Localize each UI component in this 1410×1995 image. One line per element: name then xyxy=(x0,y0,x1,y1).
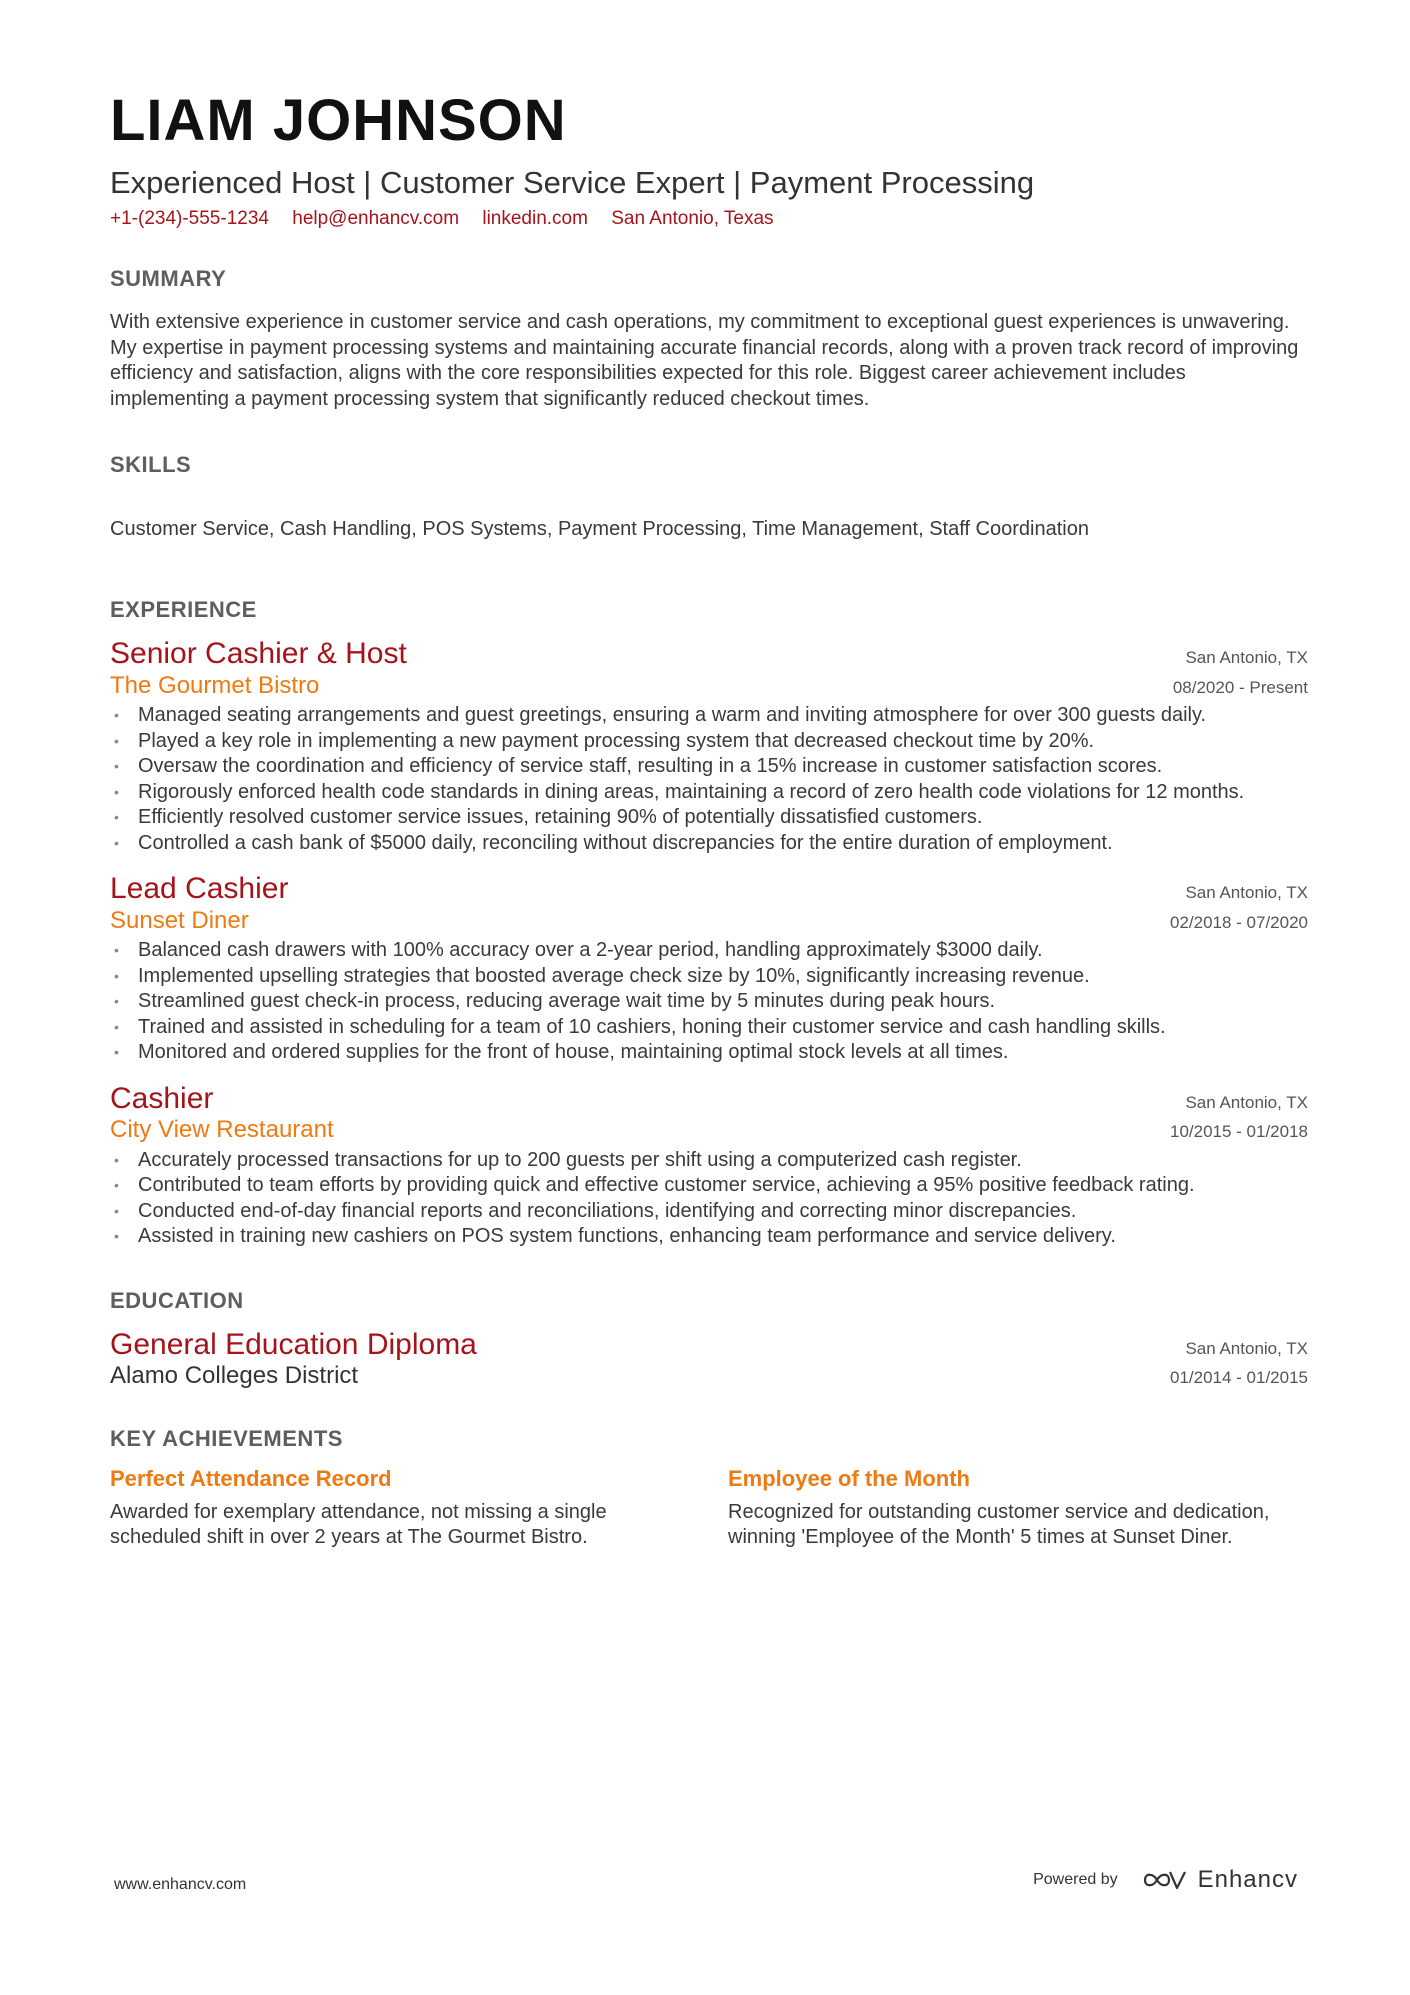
achievements-section xyxy=(110,1426,1308,1551)
job-bullet xyxy=(110,964,1308,990)
bullet-text: Managed seating arrangements and guest greetings, ensuring a warm and inviting atmosphere for over 300 guests daily. xyxy=(138,704,1207,727)
experience-section xyxy=(110,597,1308,1250)
bullet-icon: • xyxy=(114,834,119,851)
skills-section xyxy=(110,452,1308,541)
job-bullet xyxy=(110,780,1308,806)
candidate-name: LIAM JOHNSON xyxy=(110,88,567,153)
experience-entry xyxy=(110,637,1308,856)
achievement-item xyxy=(728,1466,1308,1551)
job-bullet xyxy=(110,1040,1308,1066)
resume-content xyxy=(110,88,1308,1551)
job-row-top xyxy=(110,1082,1308,1117)
education-entry xyxy=(110,1328,1308,1390)
job-bullets xyxy=(110,1148,1308,1250)
education-school: Alamo Colleges District xyxy=(110,1362,359,1390)
achievement-description: Awarded for exemplary attendance, not missing a single scheduled shift in over 2 years at The Gourmet Bistro. xyxy=(110,1500,607,1549)
job-bullet xyxy=(110,1173,1308,1199)
candidate-headline: Experienced Host | Customer Service Expert | Payment Processing xyxy=(110,165,1035,200)
education-row-top xyxy=(110,1328,1308,1363)
bullet-text: Rigorously enforced health code standards in dining areas, maintaining a record of zero health code violations for 12 months. xyxy=(138,780,1245,803)
education-row-bottom xyxy=(110,1362,1308,1390)
job-title: Senior Cashier & Host xyxy=(110,637,407,671)
job-location: San Antonio, TX xyxy=(1185,1092,1308,1112)
job-bullet xyxy=(110,831,1308,857)
skills-list: Customer Service, Cash Handling, POS Systems, Payment Processing, Time Management, Staff Coordination xyxy=(110,518,1089,541)
footer-website[interactable]: www.enhancv.com xyxy=(114,1876,247,1893)
job-company: City View Restaurant xyxy=(110,1116,334,1144)
education-dates: 01/2014 - 01/2015 xyxy=(1169,1368,1308,1388)
bullet-text: Accurately processed transactions for up to 200 guests per shift using a computerized cash register. xyxy=(138,1148,1022,1171)
job-bullet xyxy=(110,1224,1308,1250)
bullet-icon: • xyxy=(114,1151,119,1168)
bullet-text: Contributed to team efforts by providing quick and effective customer service, achieving a 95% positive feedback rating. xyxy=(138,1174,1195,1197)
job-bullet xyxy=(110,1148,1308,1174)
job-row-bottom xyxy=(110,907,1308,935)
bullet-text: Implemented upselling strategies that boosted average check size by 10%, significantly increasing revenue. xyxy=(138,964,1090,987)
job-bullet xyxy=(110,1015,1308,1041)
achievements-heading: KEY ACHIEVEMENTS xyxy=(110,1425,343,1451)
experience-heading: EXPERIENCE xyxy=(110,597,257,623)
job-bullet xyxy=(110,938,1308,964)
job-bullet xyxy=(110,703,1308,729)
job-row-top xyxy=(110,637,1308,672)
job-dates: 10/2015 - 01/2018 xyxy=(1169,1122,1308,1142)
achievement-title: Perfect Attendance Record xyxy=(110,1465,392,1491)
bullet-icon: • xyxy=(114,758,119,775)
enhancv-logo-icon xyxy=(1142,1868,1188,1892)
job-bullet xyxy=(110,1199,1308,1225)
job-title: Cashier xyxy=(110,1081,214,1115)
bullet-icon: • xyxy=(114,1202,119,1219)
bullet-icon: • xyxy=(114,967,119,984)
contact-email[interactable]: help@enhancv.com xyxy=(292,208,460,230)
bullet-text: Controlled a cash bank of $5000 daily, reconciling without discrepancies for the entire duration of employment. xyxy=(138,831,1113,854)
education-location: San Antonio, TX xyxy=(1185,1338,1308,1358)
brand-name: Enhancv xyxy=(1197,1866,1298,1893)
achievement-description: Recognized for outstanding customer service and dedication, winning 'Employee of the Month' 5 times at Sunset Diner. xyxy=(728,1500,1270,1549)
bullet-text: Streamlined guest check-in process, reducing average wait time by 5 minutes during peak hours. xyxy=(138,990,996,1013)
summary-heading: SUMMARY xyxy=(110,266,227,292)
summary-section xyxy=(110,266,1308,412)
bullet-icon: • xyxy=(114,732,119,749)
job-title: Lead Cashier xyxy=(110,872,289,906)
job-bullet xyxy=(110,754,1308,780)
experience-list xyxy=(110,637,1308,1250)
education-section xyxy=(110,1288,1308,1390)
job-location: San Antonio, TX xyxy=(1185,883,1308,903)
job-bullet xyxy=(110,729,1308,755)
contact-info xyxy=(110,208,1308,230)
contact-linkedin[interactable]: linkedin.com xyxy=(482,208,588,230)
job-company: The Gourmet Bistro xyxy=(110,671,320,699)
skills-heading: SKILLS xyxy=(110,452,192,478)
job-row-bottom xyxy=(110,1116,1308,1144)
job-dates: 08/2020 - Present xyxy=(1172,677,1308,697)
contact-phone[interactable]: +1-(234)-555-1234 xyxy=(110,208,269,230)
footer-branding xyxy=(1033,1866,1298,1894)
experience-entry xyxy=(110,872,1308,1066)
bullet-text: Efficiently resolved customer service issues, retaining 90% of potentially dissatisfied customers. xyxy=(138,806,983,829)
education-heading: EDUCATION xyxy=(110,1287,244,1313)
job-bullet xyxy=(110,989,1308,1015)
bullet-text: Played a key role in implementing a new payment processing system that decreased checkout time by 20%. xyxy=(138,729,1095,752)
resume-header xyxy=(110,88,1308,230)
job-dates: 02/2018 - 07/2020 xyxy=(1169,912,1308,932)
job-row-top xyxy=(110,872,1308,907)
bullet-text: Conducted end-of-day financial reports and reconciliations, identifying and correcting minor discrepancies. xyxy=(138,1199,1077,1222)
education-degree: General Education Diploma xyxy=(110,1327,477,1361)
bullet-text: Oversaw the coordination and efficiency of service staff, resulting in a 15% increase in customer satisfaction scores. xyxy=(138,755,1163,778)
job-company: Sunset Diner xyxy=(110,906,249,934)
bullet-icon: • xyxy=(114,993,119,1010)
achievement-title: Employee of the Month xyxy=(728,1465,970,1491)
job-location: San Antonio, TX xyxy=(1185,648,1308,668)
powered-by-label: Powered by xyxy=(1033,1871,1118,1888)
bullet-icon: • xyxy=(114,1044,119,1061)
bullet-icon: • xyxy=(114,809,119,826)
bullet-icon: • xyxy=(114,1018,119,1035)
brand-link[interactable] xyxy=(1142,1866,1298,1894)
bullet-icon: • xyxy=(114,783,119,800)
achievement-item xyxy=(110,1466,690,1551)
contact-location: San Antonio, Texas xyxy=(611,208,774,230)
bullet-icon: • xyxy=(114,1177,119,1194)
job-bullets xyxy=(110,703,1308,856)
bullet-icon: • xyxy=(114,942,119,959)
experience-entry xyxy=(110,1082,1308,1250)
bullet-text: Trained and assisted in scheduling for a team of 10 cashiers, honing their customer service and cash handling skills. xyxy=(138,1015,1166,1038)
bullet-icon: • xyxy=(114,1228,119,1245)
job-row-bottom xyxy=(110,672,1308,700)
bullet-text: Balanced cash drawers with 100% accuracy over a 2-year period, handling approximately $3000 daily. xyxy=(138,939,1043,962)
job-bullet xyxy=(110,805,1308,831)
job-bullets xyxy=(110,938,1308,1066)
bullet-text: Monitored and ordered supplies for the front of house, maintaining optimal stock levels at all times. xyxy=(138,1041,1009,1064)
achievements-grid xyxy=(110,1466,1308,1551)
bullet-icon: • xyxy=(114,707,119,724)
summary-text: With extensive experience in customer service and cash operations, my commitment to exceptional guest experiences is unwavering. My expertise in payment processing systems and maintaining accurate financial records, along with a proven track record of improving efficiency and satisfaction, aligns with the core responsibilities expected for this role. Biggest career achievement includes implementing a payment processing system that significantly reduced checkout times. xyxy=(110,311,1299,410)
bullet-text: Assisted in training new cashiers on POS system functions, enhancing team performance and service delivery. xyxy=(138,1225,1116,1248)
